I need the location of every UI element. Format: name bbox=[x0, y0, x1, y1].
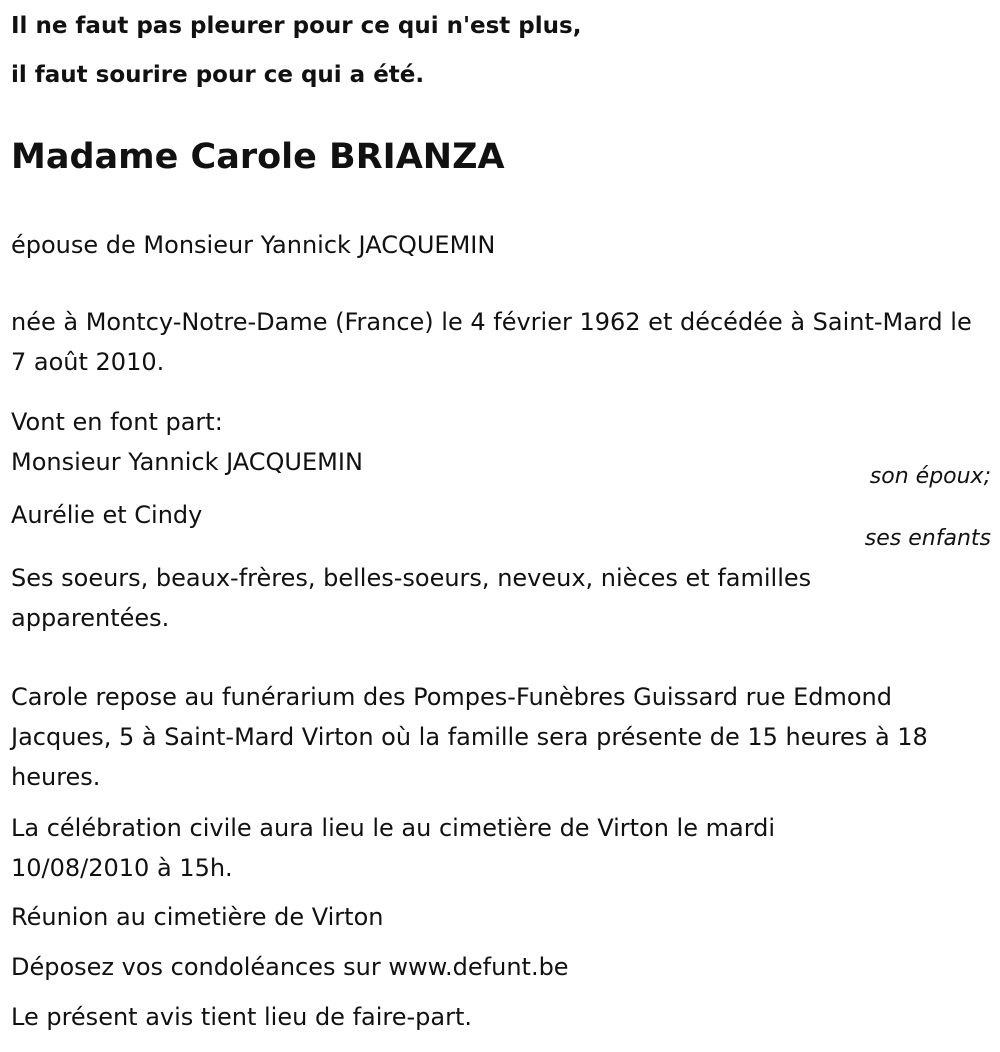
rest-location-text: Carole repose au funérarium des Pompes-Funèbres Guissard rue Edmond Jacques, 5 à Saint-Mard Virton où la famille sera présente de 15 heures à 18 heures. bbox=[11, 683, 928, 791]
birth-death-text: née à Montcy-Notre-Dame (France) le 4 février 1962 et décédée à Saint-Mard le 7 août 2010. bbox=[11, 308, 972, 376]
spouse-line: épouse de Monsieur Yannick JACQUEMIN bbox=[11, 231, 496, 259]
children-relation: ses enfants bbox=[864, 526, 991, 551]
condolences-text: Déposez vos condoléances sur www.defunt.be bbox=[11, 953, 569, 981]
children-names: Aurélie et Cindy bbox=[11, 501, 203, 529]
deceased-name: Madame Carole BRIANZA bbox=[11, 137, 505, 177]
ceremony-text: La célébration civile aura lieu le au cimetière de Virton le mardi 10/08/2010 à 15h. bbox=[11, 814, 776, 882]
announcement-block bbox=[11, 402, 986, 482]
spouse-name: Monsieur Yannick JACQUEMIN bbox=[11, 448, 363, 476]
notice-text: Le présent avis tient lieu de faire-part. bbox=[11, 1003, 473, 1031]
family-text: Ses soeurs, beaux-frères, belles-soeurs, neveux, nièces et familles apparentées. bbox=[11, 564, 812, 632]
quote-line-2: il faut sourire pour ce qui a été. bbox=[11, 62, 425, 88]
spouse-relation: son époux; bbox=[869, 464, 991, 489]
announcement-heading: Vont en font part: bbox=[11, 408, 223, 436]
reunion-text: Réunion au cimetière de Virton bbox=[11, 903, 384, 931]
quote-line-1: Il ne faut pas pleurer pour ce qui n'est plus, bbox=[11, 13, 582, 39]
